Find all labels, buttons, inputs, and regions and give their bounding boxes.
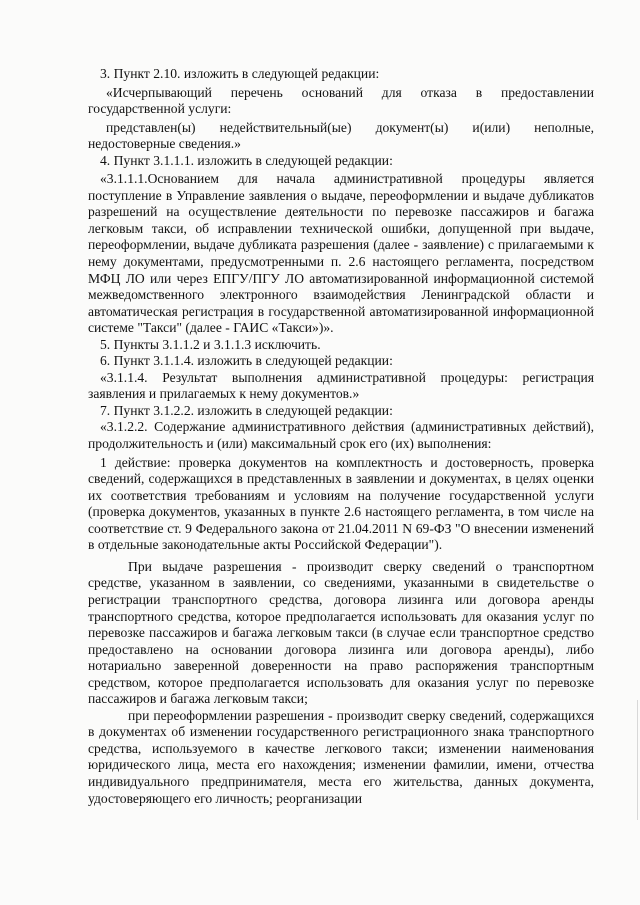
paragraph-issuance: При выдаче разрешения - производит сверку сведений о транспортном средстве, указанном в заявлении, со сведениями, указанными в свидетельстве о регистрации транспортного средства, договора лизинга или договора аренды транспортного средства, которое предполагается использовать для оказания услуг по перевозке пассажиров и багажа легковым такси (в случае если транспортное средство предоставлено на основании договора лизинга или договора аренды), либо нотариально заверенной доверенности на право распоряжения транспортным средством, которое предполагается использовать для оказания услуг по перевозке пассажиров и багажа легковым такси; xyxy=(88,558,594,707)
paragraph-item-4: 4. Пункт 3.1.1.1. изложить в следующей редакции: xyxy=(100,152,393,168)
paragraph-3-1-2-2: «3.1.2.2. Содержание административного действия (административных действий), продолжительность и (или) максимальный срок его (их) выполнения: xyxy=(88,419,594,452)
paragraph-action-1: 1 действие: проверка документов на комплектность и достоверность, проверка сведений, содержащихся в представленных в заявлении и документах, в целях оценки их соответствия требованиям и условиям на получение государственной услуги (проверка документов, указанных в пункте 2.6 настоящего регламента, в том числе на соответствие ст. 9 Федерального закона от 21.04.2011 N 69-ФЗ "О внесении изменений в отдельные законодательные акты Российской Федерации"). xyxy=(88,454,594,553)
paragraph-3-1-1-1: «3.1.1.1.Основанием для начала административной процедуры является поступление в Управление заявления о выдаче, переоформлении и выдаче дубликатов разрешений на осуществление деятельности по перевозке пассажиров и багажа легковым такси, об исправлении технической ошибки, допущенной при выдаче, переоформлении, выдаче дубликата разрешения (далее - заявление) с прилагаемыми к нему документами, предусмотренными п. 2.6 настоящего регламента, посредством МФЦ ЛО или через ЕПГУ/ПГУ ЛО автоматизированной информационной системой межведомственного электронного взаимодействия Ленинградской области и автоматическая регистрация в государственной автоматизированной информационной системе "Такси" (далее - ГАИС «Такси»)». xyxy=(88,171,594,336)
paragraph-item-6: 6. Пункт 3.1.1.4. изложить в следующей редакции: xyxy=(100,353,393,369)
paragraph-invalid-documents: представлен(ы) недействительный(ые) документ(ы) и(или) неполные, недостоверные сведения.» xyxy=(88,119,594,152)
paragraph-item-7: 7. Пункт 3.1.2.2. изложить в следующей редакции: xyxy=(100,402,393,418)
paragraph-quote-refusal: «Исчерпывающий перечень оснований для отказа в предоставлении государственной услуги: xyxy=(88,84,594,117)
document-body xyxy=(88,66,594,807)
paragraph-item-3: 3. Пункт 2.10. изложить в следующей редакции: xyxy=(100,66,380,81)
paragraph-reissuance: при переоформлении разрешения - производит сверку сведений, содержащихся в документах об изменении государственного регистрационного знака транспортного средства, используемого в качестве легкового такси; изменении наименования юридического лица, места его нахождения; изменении фамилии, имени, отчества индивидуального предпринимателя, места его жительства, данных документа, удостоверяющего его личность; реорганизации xyxy=(88,707,594,806)
scan-edge-mark xyxy=(637,700,638,820)
paragraph-3-1-1-4: «3.1.1.4. Результат выполнения административной процедуры: регистрация заявления и прилагаемых к нему документов.» xyxy=(88,369,594,402)
paragraph-item-5: 5. Пункты 3.1.1.2 и 3.1.1.3 исключить. xyxy=(100,336,321,352)
